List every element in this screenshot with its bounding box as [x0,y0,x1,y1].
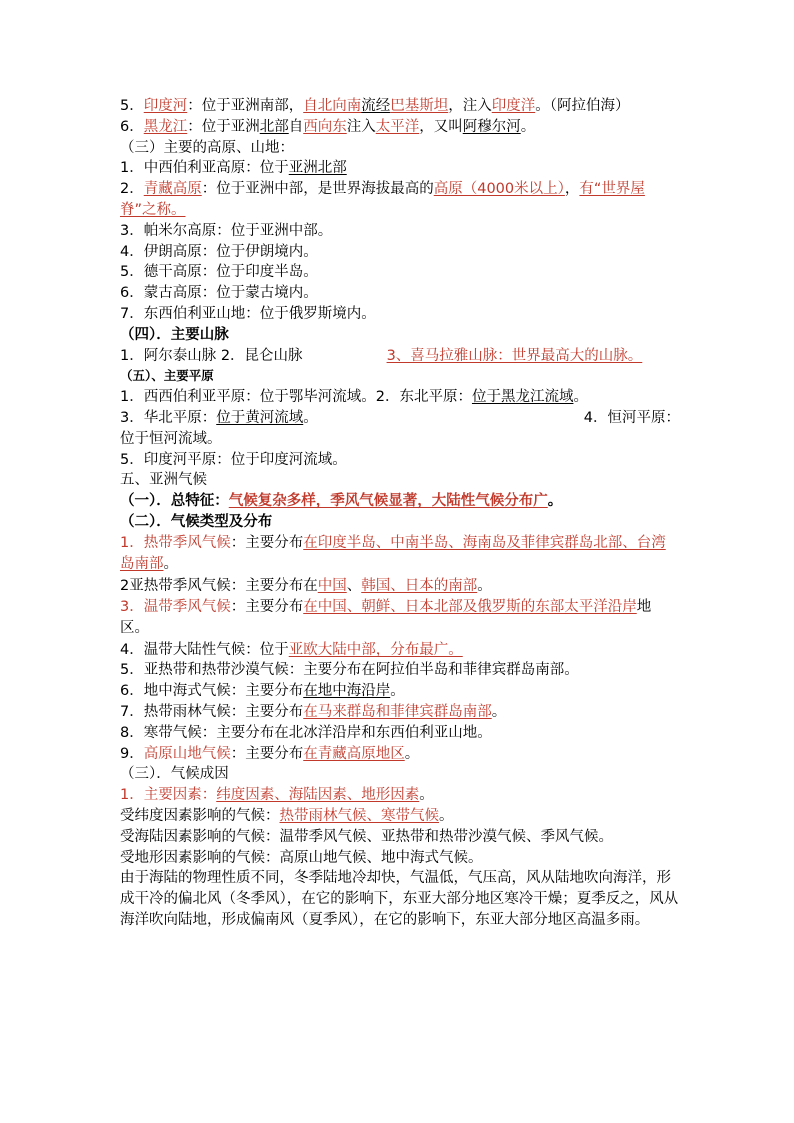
item-number: 2． [120,181,144,198]
text: 自 [303,98,318,114]
text: 印度洋 [491,98,536,114]
text: 气候复杂多样，季风气候显著，大陆性气候分布广 [228,493,548,510]
item-number: 6． [120,118,144,135]
text: 阿穆尔河 [462,118,521,135]
climate-type-2 [120,576,680,597]
climate-type-6 [120,681,680,702]
plain-item-3 [120,408,318,429]
text: 7．热带雨林气候：主要分布 [120,703,304,720]
text: 。 [573,389,588,406]
text: ：位于亚洲南部， [187,98,304,114]
river-name: 黑龙江 [143,118,188,135]
text: 有“世界屋脊”之称。 [120,181,645,218]
text: 6．地中海式气候：主要分布 [120,683,304,700]
text: 。 [390,683,405,700]
text: 流经 [361,98,391,114]
climate-type-1 [120,533,680,576]
text: 地区。 [120,598,652,637]
text: ：位于亚洲 [187,118,260,135]
text: 自 [288,118,304,135]
text: 3．温带季风气候 [120,598,231,615]
plain-item-4: 4．恒河平原： [583,409,680,426]
text: 北部 [259,118,289,135]
text: 。 [491,703,507,720]
text: 位于黑龙江流域 [471,389,574,406]
heading-plains: （五）、主要平原 [120,368,214,384]
climate-type-7 [120,702,680,723]
plain-items-3-4 [120,408,680,429]
item-number: 5． [120,98,144,114]
text: ，注入 [448,98,492,114]
text: 3、喜马拉雅山脉：世界最高大的山脉。 [386,347,643,364]
text: 在马来群岛和菲律宾群岛南部 [303,703,492,720]
text: 太平洋 [375,118,420,135]
climate-type-5: 5．亚热带和热带沙漠气候：主要分布在阿拉伯半岛和菲律宾群岛南部。 [120,662,579,679]
text: ：主要分布 [230,534,304,551]
text: 北向南 [317,98,362,114]
monsoon-explanation: 由于海陆的物理性质不同，冬季陆地冷却快，气温低，气压高，风从陆地吹向海洋，形成干冷的偏北风（冬季风），在它的影响下，东亚大部分地区寒冷干燥；夏季反之，风从海洋吹向陆地，形成偏南风（夏季风），在它的影响下，东亚大部分地区高温多雨。 [120,870,679,928]
plain-item-4-cont: 位于恒河流域。 [120,430,222,447]
document-page [120,96,680,931]
text: 9． [120,745,144,762]
climate-type-3 [120,597,680,640]
plateau-item-6: 6．蒙古高原：位于蒙古境内。 [120,285,318,302]
text: 高原（4000米以上） [433,181,565,198]
text: ：位于亚洲中部，是世界海拔最高的 [201,181,434,198]
plateau-item-4: 4．伊朗高原：位于伊朗境内。 [120,243,318,260]
text: 在青藏高原地区 [303,745,405,762]
text: 。 [163,556,178,573]
text: 1．西西伯利亚平原：位于鄂毕河流域。2．东北平原： [120,389,472,406]
text: 2亚热带季风气候：主要分布在 [120,577,318,594]
text: 亚洲北部 [288,160,347,177]
text: 1．热带季风气候 [120,534,231,551]
text: 热带雨林气候、寒带气候 [279,807,439,824]
text: 在地中海沿岸 [303,683,391,700]
heading-climate-types: （二）．气候类型及分布 [120,513,273,530]
climate-type-4 [120,640,680,661]
text: 。 [404,745,420,762]
text: ，又叫 [419,118,463,135]
text: 中国 [317,577,347,594]
text: 1．中西伯利亚高原：位于 [120,160,289,177]
cause-main-factors [120,785,680,806]
text: 位于黄河流域 [216,409,304,426]
text: 亚欧大陆中部，分布最广。 [288,641,463,658]
cause-terrain: 受地形因素影响的气候：高原山地气候、地中海式气候。 [120,849,483,866]
text: ：主要分布 [230,745,304,762]
mountain-items [120,346,680,367]
text: （一）．总特征： [120,493,229,510]
plateau-item-7: 7．东西伯利亚山地：位于俄罗斯境内。 [120,305,376,322]
text: 在中国、朝鲜、日本北部及俄罗斯的东部太平洋沿岸 [303,598,637,615]
climate-overall-feature [120,491,680,512]
river-heilongjiang-item [120,117,680,138]
cause-land-sea: 受海陆因素影响的气候：温带季风气候、亚热带和热带沙漠气候、季风气候。 [120,828,613,845]
text: 、 [346,577,362,594]
river-indus-item [120,96,680,117]
plateau-item-2 [120,179,680,221]
section-asia-climate: 五、亚洲气候 [120,472,207,489]
text: 。 [477,577,492,594]
text: 受纬度因素影响的气候： [120,807,280,824]
text: 巴基斯坦 [390,98,449,114]
text: 。 [439,807,454,824]
climate-type-9 [120,744,680,765]
cause-latitude [120,806,680,827]
text: 。 [303,409,318,426]
text: 1．阿尔泰山脉 2．昆仑山脉 [120,347,303,364]
climate-type-8: 8．寒带气候：主要分布在北冰洋沿岸和东西伯利亚山地。 [120,724,492,741]
text: 注入 [346,118,376,135]
text: 。 [547,493,563,510]
text: 纬度因素、海陆因素、地形因素 [216,787,420,804]
text: 韩国、日本的南部 [361,577,478,594]
text: 4．温带大陆性气候：位于 [120,641,289,658]
text: 。 [520,118,536,135]
plain-items-1-2 [120,387,680,408]
plateau-item-1 [120,158,680,179]
text: 青藏高原 [143,181,202,198]
heading-mountains: （四）．主要山脉 [120,326,229,343]
text: 在印度半岛、中南半岛、海南岛及菲律宾群岛北部、台湾岛南部 [120,534,666,573]
heading-plateaus: （三）主要的高原、山地： [120,139,294,156]
river-name: 印度河 [143,98,188,114]
heading-climate-causes: （三）．气候成因 [120,766,229,783]
text: 1．主要因素： [120,787,217,804]
text: 西向东 [303,118,347,135]
text: 。 [419,787,434,804]
text: ， [564,181,580,198]
text: 。（阿拉伯海） [535,98,630,114]
text: ：主要分布 [230,598,304,615]
text: 高原山地气候 [143,745,231,762]
plateau-item-3: 3．帕米尔高原：位于亚洲中部。 [120,222,333,239]
plateau-item-5: 5．德干高原：位于印度半岛。 [120,264,318,281]
plain-item-5: 5．印度河平原：位于印度河流域。 [120,451,347,468]
text: 3．华北平原： [120,409,217,426]
